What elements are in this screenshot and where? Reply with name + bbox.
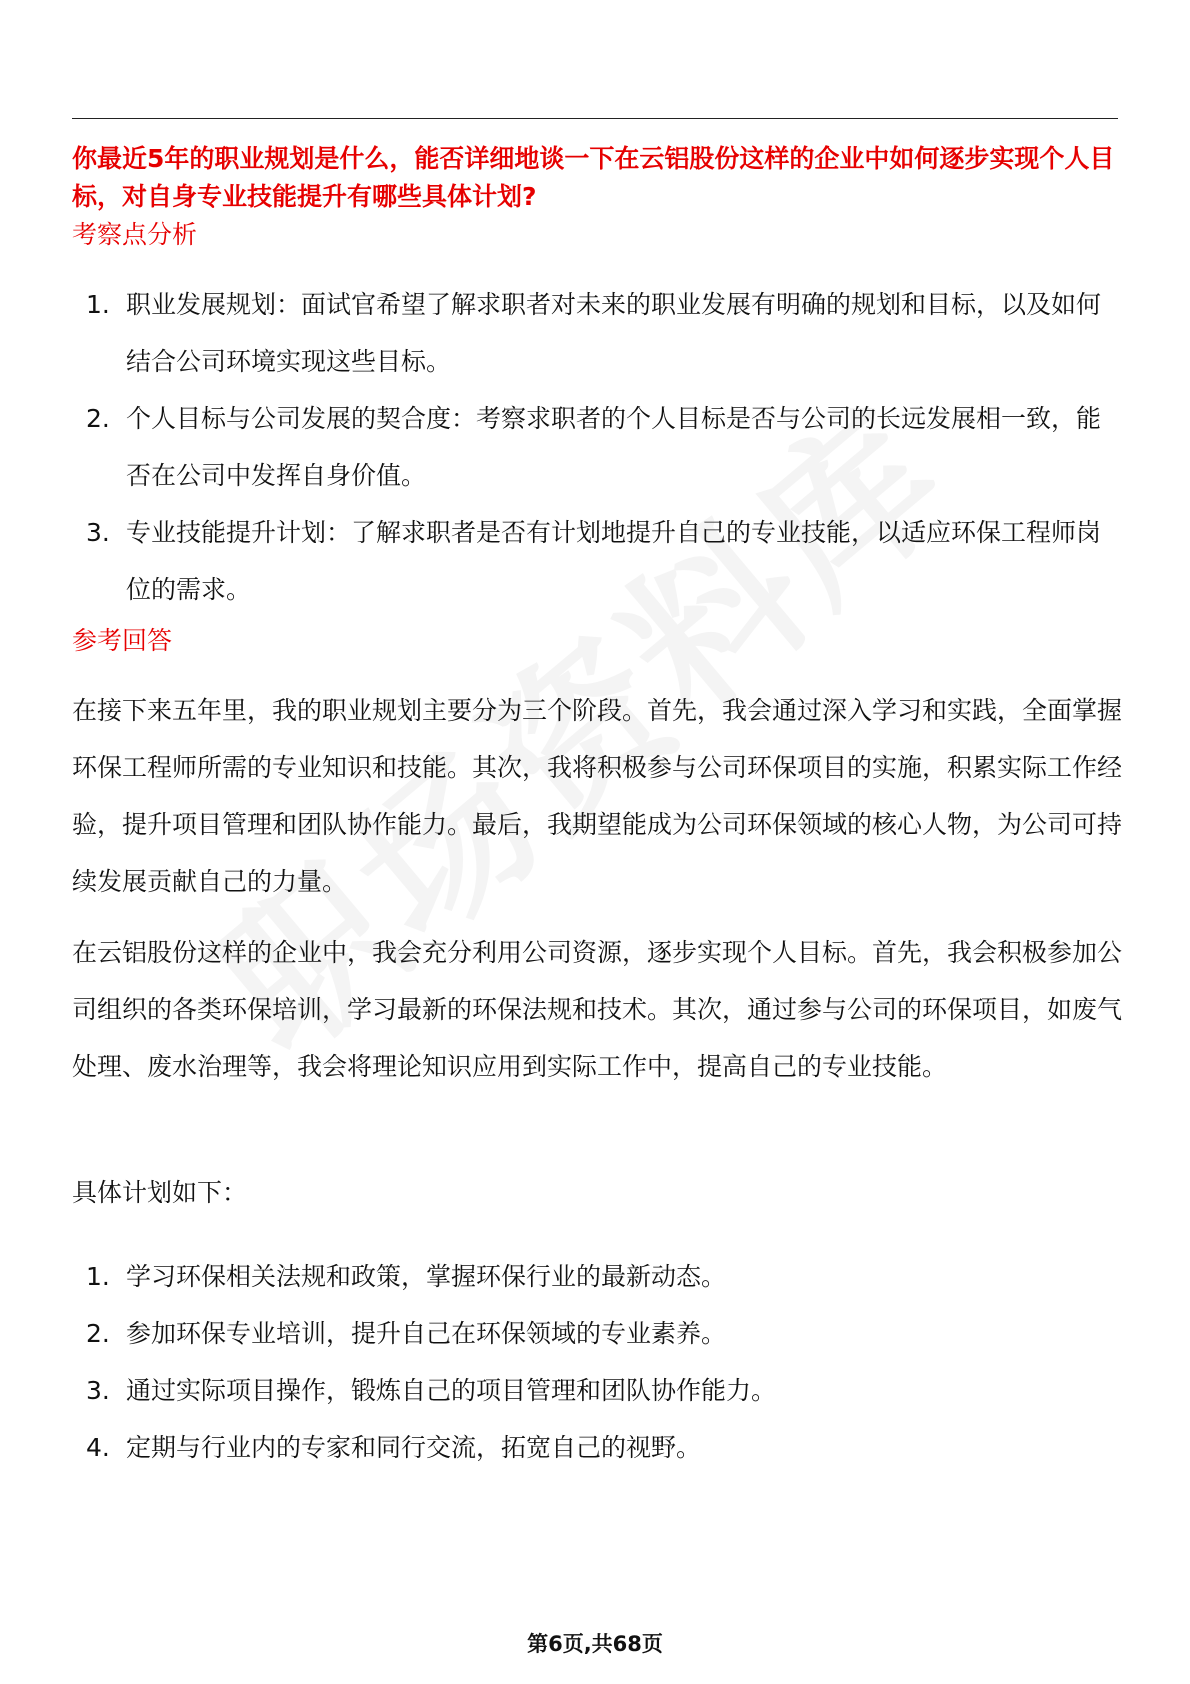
list-item	[72, 504, 1122, 618]
list-text: 学习环保相关法规和政策，掌握环保行业的最新动态。	[126, 1262, 727, 1291]
list-text: 定期与行业内的专家和同行交流，拓宽自己的视野。	[126, 1433, 702, 1462]
list-item	[72, 276, 1122, 390]
list-number: 1.	[86, 1262, 110, 1291]
list-number: 4.	[86, 1433, 110, 1462]
top-divider	[72, 118, 1118, 119]
list-item	[72, 1362, 1122, 1419]
question-title: 你最近5年的职业规划是什么，能否详细地谈一下在云铝股份这样的企业中如何逐步实现个人目标，对自身专业技能提升有哪些具体计划?	[72, 144, 1115, 211]
list-item	[72, 390, 1122, 504]
list-text: 参加环保专业培训，提升自己在环保领域的专业素养。	[126, 1319, 727, 1348]
analysis-heading: 考察点分析	[72, 220, 198, 249]
list-number: 1.	[86, 290, 110, 319]
list-item	[72, 1419, 1122, 1476]
list-text: 通过实际项目操作，锻炼自己的项目管理和团队协作能力。	[126, 1376, 777, 1405]
answer-heading: 参考回答	[72, 626, 173, 655]
plan-list	[72, 1248, 1122, 1476]
list-number: 2.	[86, 1319, 110, 1348]
list-text: 专业技能提升计划：了解求职者是否有计划地提升自己的专业技能，以适应环保工程师岗位的需求。	[126, 518, 1102, 604]
page-number: 第6页,共68页	[527, 1632, 663, 1656]
list-number: 3.	[86, 518, 110, 547]
list-number: 3.	[86, 1376, 110, 1405]
answer-paragraph-1: 在接下来五年里，我的职业规划主要分为三个阶段。首先，我会通过深入学习和实践，全面掌握环保工程师所需的专业知识和技能。其次，我将积极参与公司环保项目的实施，积累实际工作经验，提升项目管理和团队协作能力。最后，我期望能成为公司环保领域的核心人物，为公司可持续发展贡献自己的力量。	[72, 696, 1123, 896]
list-item	[72, 1305, 1122, 1362]
list-item	[72, 1248, 1122, 1305]
list-text: 职业发展规划：面试官希望了解求职者对未来的职业发展有明确的规划和目标，以及如何结合公司环境实现这些目标。	[126, 290, 1102, 376]
analysis-list	[72, 276, 1122, 618]
plan-intro: 具体计划如下：	[72, 1178, 248, 1207]
list-number: 2.	[86, 404, 110, 433]
answer-paragraph-2: 在云铝股份这样的企业中，我会充分利用公司资源，逐步实现个人目标。首先，我会积极参加公司组织的各类环保培训，学习最新的环保法规和技术。其次，通过参与公司的环保项目，如废气处理、废水治理等，我会将理论知识应用到实际工作中，提高自己的专业技能。	[72, 938, 1123, 1081]
list-text: 个人目标与公司发展的契合度：考察求职者的个人目标是否与公司的长远发展相一致，能否在公司中发挥自身价值。	[126, 404, 1102, 490]
